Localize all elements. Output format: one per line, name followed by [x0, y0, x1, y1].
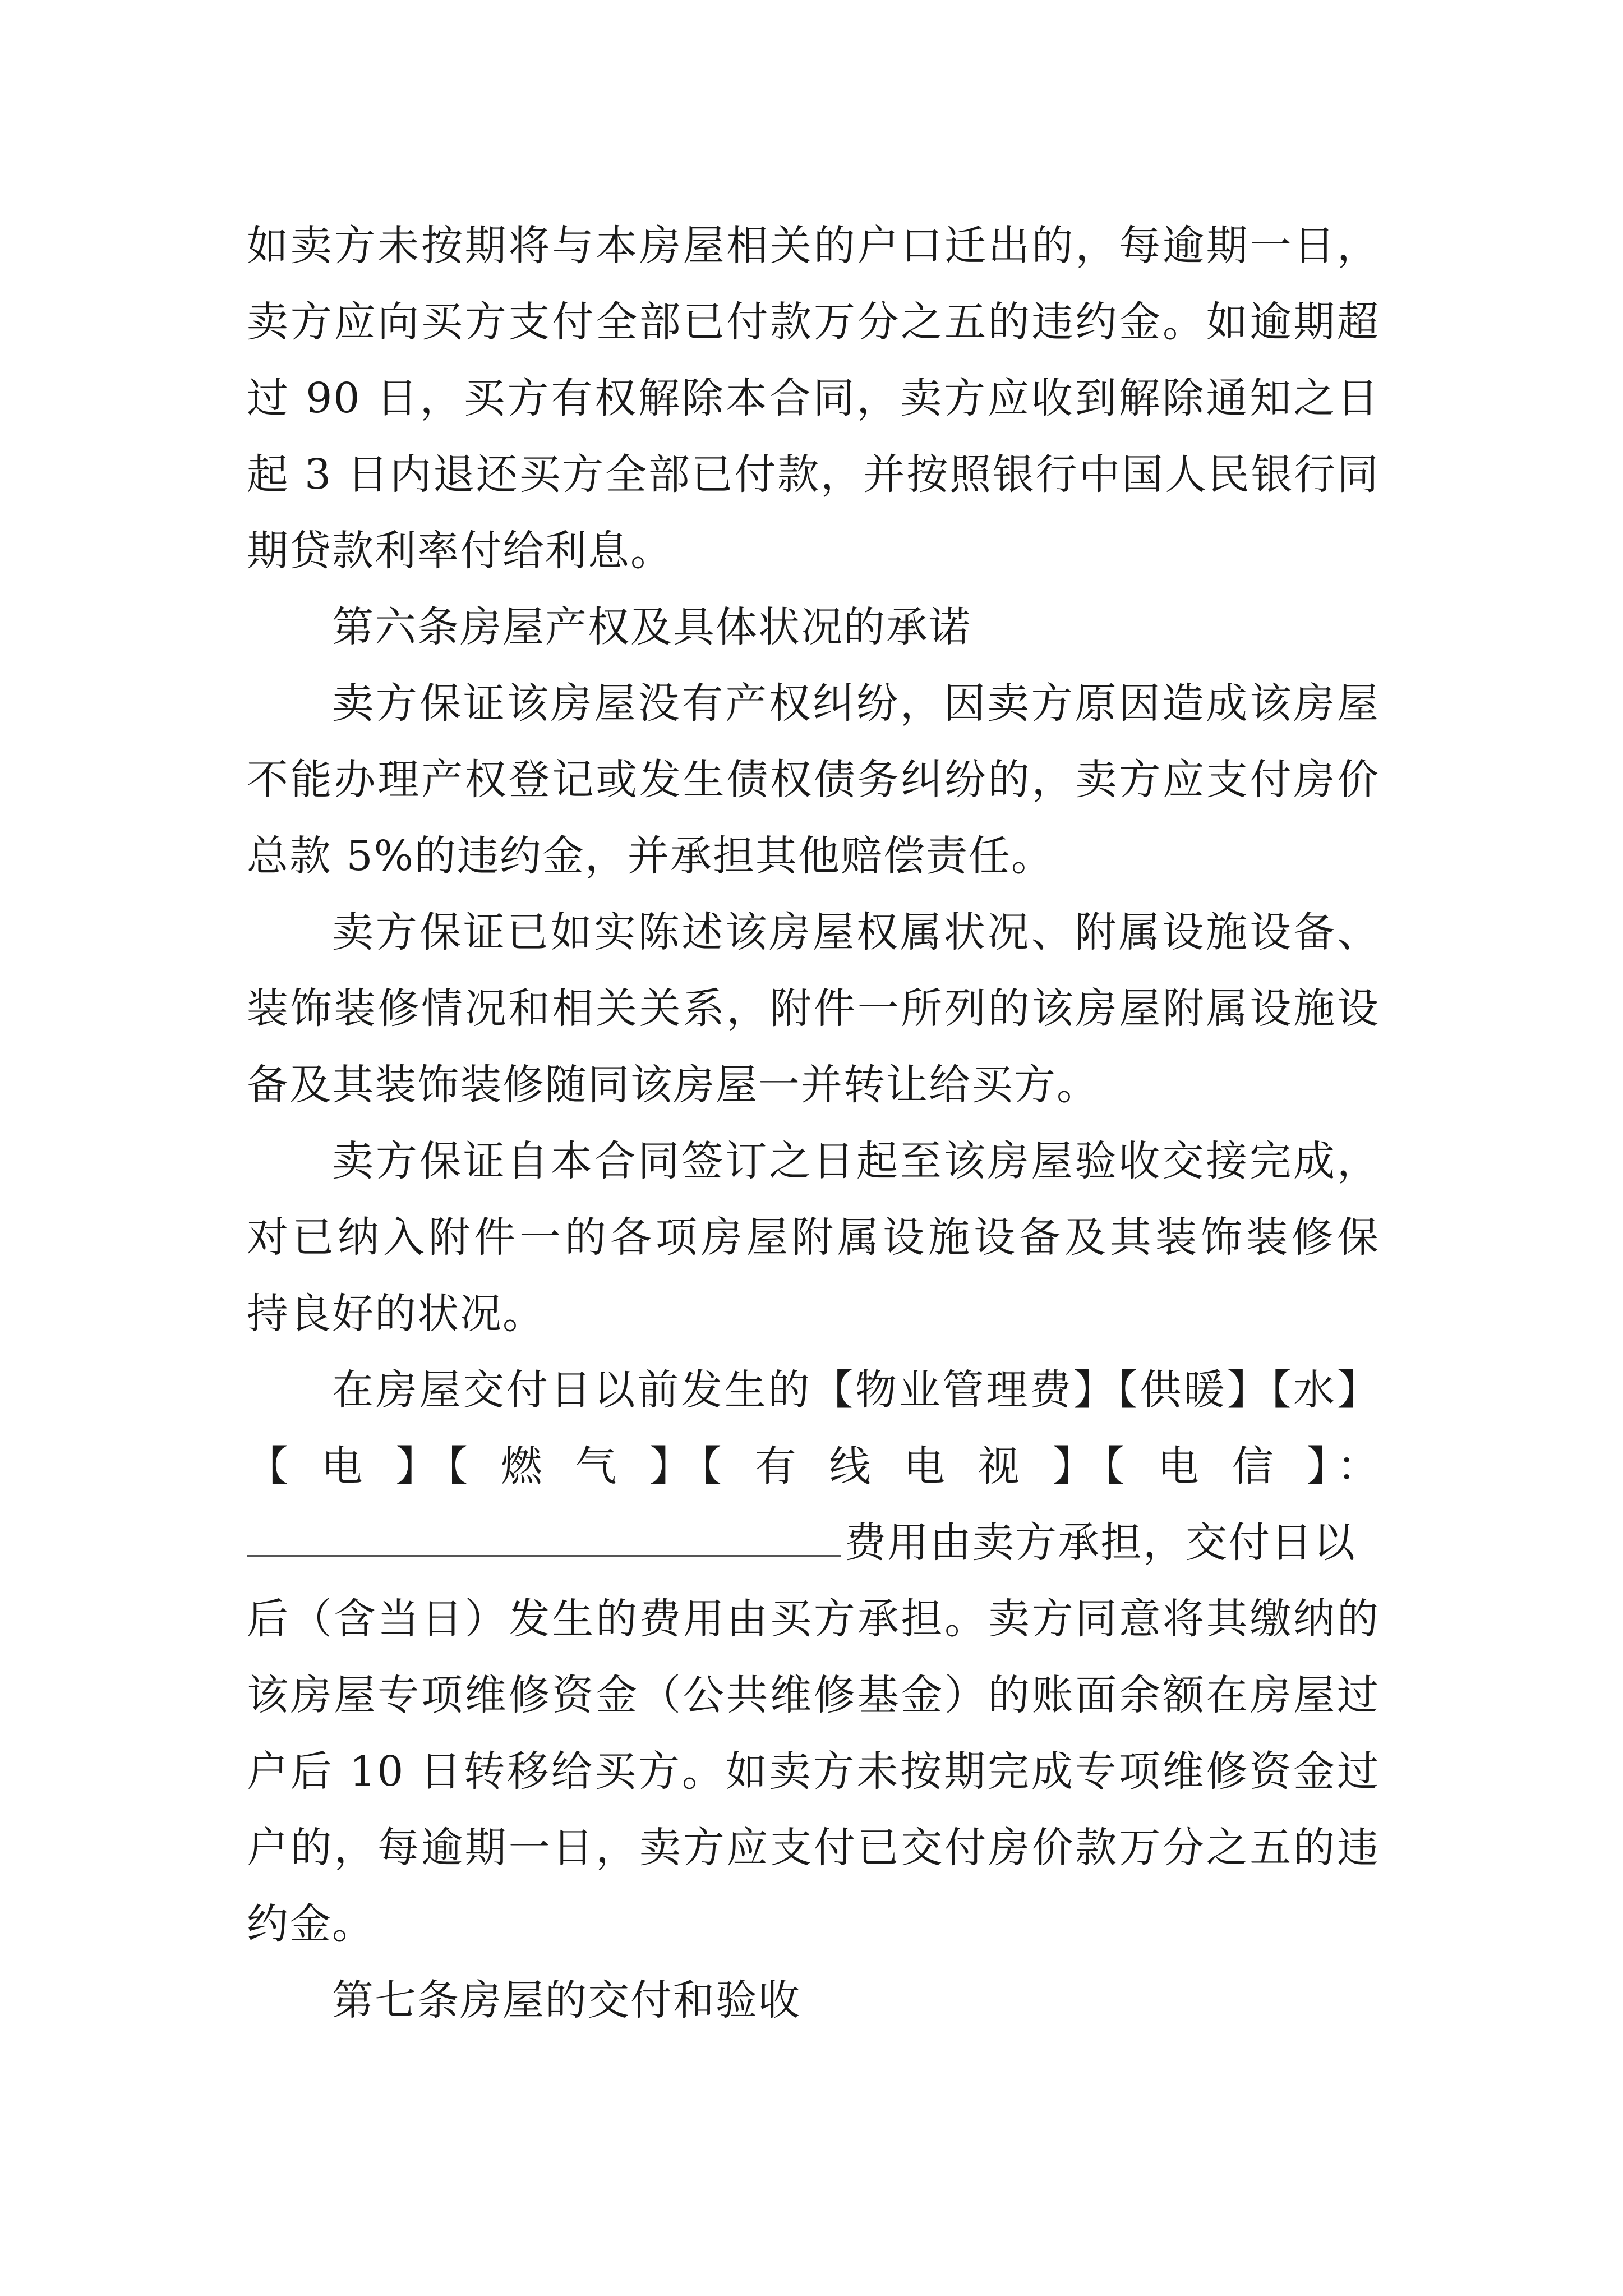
text-line: 如卖方未按期将与本房屋相关的户口迁出的，每逾期一日，: [247, 222, 1380, 270]
text-line: 卖方保证已如实陈述该房屋权属状况、附属设施设备、: [332, 908, 1380, 956]
text-line: 期贷款利率付给利息。: [247, 527, 673, 575]
text-line: 在房屋交付日以前发生的【物业管理费】【供暖】【水】: [332, 1366, 1380, 1414]
text-line: 后（含当日）发生的费用由买方承担。卖方同意将其缴纳的: [247, 1595, 1380, 1643]
section-heading-7: 第七条房屋的交付和验收: [332, 1976, 801, 2024]
text-line: 过 90 日，买方有权解除本合同，卖方应收到解除通知之日: [247, 374, 1380, 422]
text-line: 备及其装饰装修随同该房屋一并转让给买方。: [247, 1061, 1099, 1109]
text-line: 不能办理产权登记或发生债权债务纠纷的，卖方应支付房价: [247, 756, 1380, 804]
fill-in-blank[interactable]: [247, 1510, 841, 1557]
text-line: 持良好的状况。: [247, 1290, 545, 1338]
text-line: 卖方应向买方支付全部已付款万分之五的违约金。如逾期超: [247, 298, 1380, 346]
text-line: 卖方保证该房屋没有产权纠纷，因卖方原因造成该房屋: [332, 679, 1380, 728]
text-line: 卖方保证自本合同签订之日起至该房屋验收交接完成，: [332, 1137, 1380, 1185]
text-line: 户的，每逾期一日，卖方应支付已交付房价款万分之五的违: [247, 1824, 1380, 1872]
text-line: 总款 5%的违约金，并承担其他赔偿责任。: [247, 832, 1054, 880]
section-heading-6: 第六条房屋产权及具体状况的承诺: [332, 603, 971, 651]
text-line: 对已纳入附件一的各项房屋附属设施设备及其装饰装修保: [247, 1213, 1380, 1262]
fill-in-trailing-text: 费用由卖方承担，交付日以: [845, 1519, 1356, 1567]
text-line: 户后 10 日转移给买方。如卖方未按期完成专项维修资金过: [247, 1747, 1380, 1796]
text-line: 该房屋专项维修资金（公共维修基金）的账面余额在房屋过: [247, 1671, 1380, 1719]
fill-in-line: [247, 1504, 1380, 1581]
text-line: 约金。: [247, 1900, 375, 1948]
text-line: 【 电 】【 燃 气 】【 有 线 电 视 】【 电 信 】：: [247, 1442, 1380, 1490]
text-line: 起 3 日内退还买方全部已付款，并按照银行中国人民银行同: [247, 450, 1380, 499]
document-body: [247, 208, 1380, 2039]
text-line: 装饰装修情况和相关关系，附件一所列的该房屋附属设施设: [247, 984, 1380, 1033]
